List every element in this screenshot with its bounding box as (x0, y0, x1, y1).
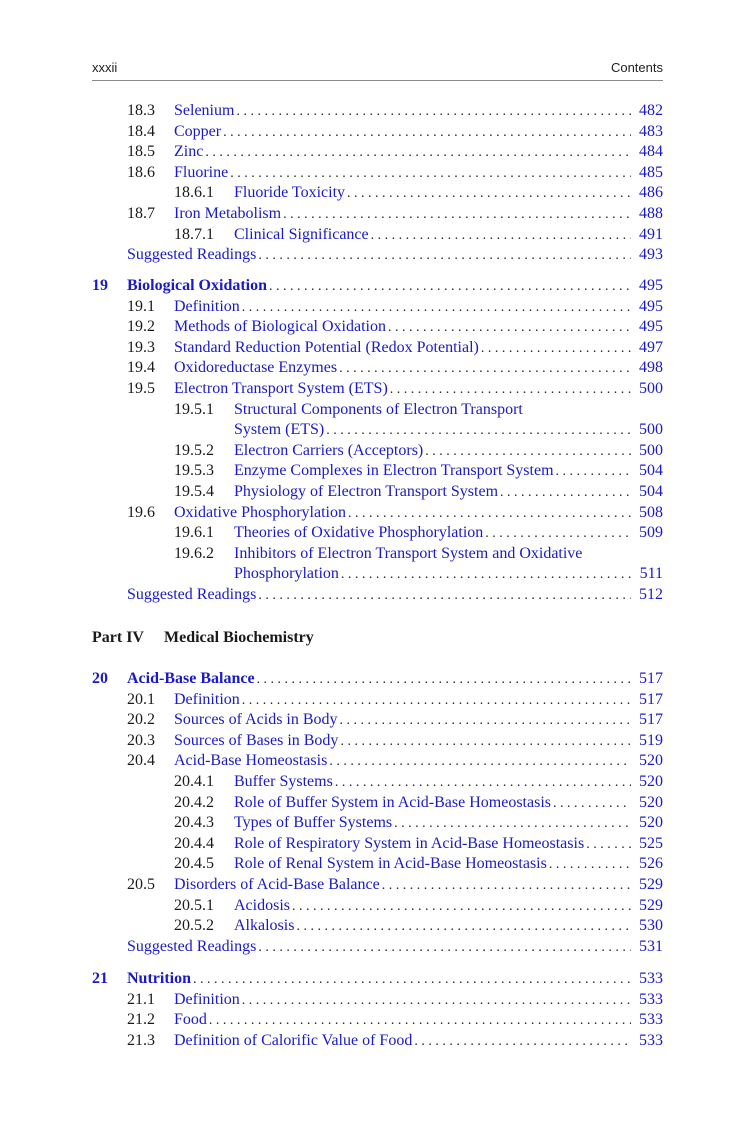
toc-entry[interactable] (174, 296, 663, 317)
entry-page-number[interactable]: 531 (639, 937, 663, 955)
section-number: 21.2 (127, 1011, 155, 1029)
entry-page-number[interactable]: 520 (639, 752, 663, 770)
entry-title[interactable]: Zinc (174, 143, 204, 161)
entry-title[interactable]: Oxidative Phosphorylation (174, 503, 346, 521)
dot-leader (335, 772, 631, 793)
chapter-number: 19 (92, 277, 108, 294)
entry-title[interactable]: Definition (174, 690, 240, 708)
section-number: 18.7.1 (174, 225, 214, 243)
section-number: 19.5.3 (174, 462, 214, 480)
entry-title[interactable]: Disorders of Acid-Base Balance (174, 876, 380, 893)
section-number: 20.5.1 (174, 896, 214, 914)
toc-entry[interactable] (174, 141, 663, 162)
entry-title[interactable]: Standard Reduction Potential (Redox Potential) (174, 338, 479, 356)
toc-entry[interactable] (127, 936, 663, 957)
entry-title[interactable]: Theories of Oxidative Phosphorylation (234, 524, 484, 542)
entry-page-number[interactable]: 533 (639, 1011, 663, 1029)
entry-title-first-line[interactable]: Structural Components of Electron Transport (234, 400, 523, 418)
entry-title[interactable]: Iron Metabolism (174, 205, 282, 222)
toc-entry[interactable] (174, 989, 663, 1010)
entry-title[interactable]: Fluoride Toxicity (234, 184, 346, 202)
dot-leader (283, 204, 631, 225)
entry-title[interactable]: Suggested Readings (127, 586, 257, 603)
toc-entry[interactable] (234, 419, 663, 440)
toc-entry[interactable] (174, 378, 663, 399)
entry-page-number[interactable]: 533 (639, 1031, 663, 1049)
toc-entry[interactable] (174, 100, 663, 121)
dot-leader (388, 317, 631, 338)
entry-page-number[interactable]: 529 (639, 896, 663, 914)
section-number: 19.1 (127, 297, 155, 315)
entry-title[interactable]: Oxidoreductase Enzymes (174, 359, 338, 377)
dot-leader (425, 441, 631, 462)
entry-page-number[interactable]: 500 (639, 380, 663, 397)
dot-leader (230, 163, 631, 184)
dot-leader (236, 101, 631, 122)
part-title: Medical Biochemistry (164, 629, 314, 646)
entry-title[interactable]: Food (174, 1011, 207, 1029)
dot-leader (292, 896, 631, 917)
entry-page-number[interactable]: 530 (639, 917, 663, 935)
toc-entry[interactable] (174, 357, 663, 378)
part-label: Part IV (92, 629, 144, 646)
section-number: 21.3 (127, 1031, 155, 1049)
dot-leader (242, 297, 631, 318)
entry-title[interactable]: Acidosis (234, 896, 290, 914)
dot-leader (485, 523, 631, 544)
section-number: 20.5 (127, 876, 155, 893)
entry-page-number[interactable]: 504 (639, 462, 663, 480)
dot-leader (242, 990, 631, 1011)
section-number: 18.6 (127, 163, 155, 181)
section-number: 18.5 (127, 143, 155, 161)
entry-page-number[interactable]: 520 (639, 773, 663, 790)
entry-title[interactable]: Biological Oxidation (127, 277, 268, 294)
dot-leader (209, 1010, 631, 1031)
toc-entry[interactable] (127, 584, 663, 605)
section-number: 20.3 (127, 731, 155, 749)
entry-page-number[interactable]: 520 (639, 793, 663, 811)
entry-page-number[interactable]: 498 (639, 359, 663, 377)
section-number: 18.7 (127, 205, 155, 222)
section-number: 19.6.1 (174, 524, 214, 542)
toc-entry[interactable] (234, 563, 663, 584)
dot-leader (382, 875, 631, 896)
entry-title[interactable]: Suggested Readings (127, 937, 257, 955)
entry-title[interactable]: Enzyme Complexes in Electron Transport System (234, 462, 554, 480)
dot-leader (340, 731, 631, 752)
entry-title[interactable]: Role of Renal System in Acid-Base Homeostasis (234, 855, 547, 873)
entry-title[interactable]: Sources of Bases in Body (174, 731, 339, 749)
toc-entry[interactable] (234, 853, 663, 874)
entry-title[interactable]: System (ETS) (234, 421, 325, 439)
chapter-entry[interactable] (127, 968, 663, 989)
dot-leader (348, 503, 631, 524)
dot-leader (347, 183, 631, 204)
entry-title[interactable]: Definition of Calorific Value of Food (174, 1031, 413, 1049)
toc-entry[interactable] (174, 750, 663, 771)
section-number: 20.2 (127, 711, 155, 729)
dot-leader (341, 564, 631, 585)
entry-title[interactable]: Suggested Readings (127, 246, 257, 264)
toc-entry[interactable] (174, 730, 663, 751)
dot-leader (223, 122, 631, 143)
entry-title[interactable]: Role of Buffer System in Acid-Base Homeostasis (234, 793, 551, 811)
section-number: 20.4.2 (174, 793, 214, 811)
section-number: 19.6.2 (174, 544, 214, 562)
entry-title[interactable]: Copper (174, 122, 222, 140)
section-number: 20.4 (127, 752, 155, 770)
toc-entry[interactable] (174, 337, 663, 358)
dot-leader (258, 245, 631, 266)
toc-entry[interactable] (174, 162, 663, 183)
dot-leader (500, 482, 631, 503)
dot-leader (258, 585, 631, 606)
entry-page-number[interactable]: 526 (639, 855, 663, 873)
entry-page-number[interactable]: 519 (639, 731, 663, 749)
entry-title-first-line[interactable]: Inhibitors of Electron Transport System and Oxidative (234, 544, 583, 562)
entry-page-number[interactable]: 517 (639, 690, 663, 708)
toc-entry[interactable] (174, 709, 663, 730)
entry-page-number[interactable]: 483 (639, 122, 663, 140)
dot-leader (329, 751, 631, 772)
section-number: 18.6.1 (174, 184, 214, 202)
entry-title[interactable]: Role of Respiratory System in Acid-Base Homeostasis (234, 834, 585, 852)
chapter-number: 20 (92, 670, 108, 687)
dot-leader (205, 142, 631, 163)
entry-page-number[interactable]: 509 (639, 524, 663, 542)
section-number: 20.4.4 (174, 834, 214, 852)
toc-entry[interactable] (174, 874, 663, 895)
entry-page-number[interactable]: 495 (639, 318, 663, 336)
toc-entry[interactable] (174, 1009, 663, 1030)
section-number: 19.5.4 (174, 483, 214, 500)
toc-entry[interactable] (174, 203, 663, 224)
dot-leader (296, 916, 631, 937)
entry-page-number[interactable]: 529 (639, 876, 663, 893)
dot-leader (390, 379, 631, 400)
section-number: 19.3 (127, 338, 155, 356)
toc-entry[interactable] (234, 224, 663, 245)
entry-page-number[interactable]: 495 (639, 277, 663, 294)
page-number: xxxii (92, 60, 118, 75)
entry-title[interactable]: Clinical Significance (234, 225, 369, 243)
toc-entry[interactable] (234, 812, 663, 833)
entry-page-number[interactable]: 500 (639, 441, 663, 459)
section-number: 19.5 (127, 380, 155, 397)
entry-page-number[interactable]: 486 (639, 184, 663, 202)
entry-page-number[interactable]: 520 (639, 814, 663, 832)
section-number: 20.5.2 (174, 917, 214, 935)
dot-leader (481, 338, 631, 359)
toc-entry[interactable] (174, 689, 663, 710)
section-number: 19.5.1 (174, 400, 214, 418)
dot-leader (326, 420, 631, 441)
entry-page-number[interactable]: 511 (639, 565, 663, 583)
dot-leader (553, 793, 631, 814)
entry-page-number[interactable]: 533 (639, 970, 663, 987)
entry-page-number[interactable]: 517 (639, 670, 663, 687)
entry-title[interactable]: Methods of Biological Oxidation (174, 318, 386, 336)
chapter-entry[interactable] (127, 275, 663, 296)
section-number: 19.4 (127, 359, 155, 377)
toc-entry[interactable] (234, 771, 663, 792)
dot-leader (269, 276, 631, 297)
section-number: 18.3 (127, 102, 155, 119)
section-number: 20.4.5 (174, 855, 214, 873)
dot-leader (258, 937, 631, 958)
entry-title[interactable]: Acid-Base Balance (127, 670, 255, 687)
dot-leader (556, 461, 631, 482)
section-number: 18.4 (127, 122, 155, 140)
toc-entry[interactable] (234, 522, 663, 543)
entry-title[interactable]: Electron Transport System (ETS) (174, 380, 388, 397)
entry-title[interactable]: Nutrition (127, 970, 191, 987)
dot-leader (549, 854, 631, 875)
dot-leader (340, 710, 631, 731)
part-heading (92, 627, 314, 648)
dot-leader (371, 225, 631, 246)
entry-page-number[interactable]: 504 (639, 483, 663, 500)
entry-page-number[interactable]: 517 (639, 711, 663, 729)
toc-entry[interactable] (234, 895, 663, 916)
dot-leader (394, 813, 631, 834)
dot-leader (586, 834, 631, 855)
toc-entry[interactable] (174, 316, 663, 337)
entry-title[interactable]: Definition (174, 297, 240, 315)
entry-page-number[interactable]: 484 (639, 143, 663, 161)
dot-leader (242, 690, 631, 711)
section-number: 20.4.3 (174, 814, 214, 832)
section-number: 20.4.1 (174, 773, 214, 790)
toc-entry[interactable] (234, 182, 663, 203)
toc-entry[interactable] (127, 244, 663, 265)
toc-entry[interactable] (234, 460, 663, 481)
chapter-number: 21 (92, 970, 108, 987)
entry-page-number[interactable]: 497 (639, 338, 663, 356)
section-number: 21.1 (127, 990, 155, 1008)
toc-entry[interactable] (234, 833, 663, 854)
entry-page-number[interactable]: 491 (639, 225, 663, 243)
entry-page-number[interactable]: 485 (639, 163, 663, 181)
toc-entry[interactable] (174, 121, 663, 142)
entry-page-number[interactable]: 495 (639, 297, 663, 315)
entry-page-number[interactable]: 488 (639, 205, 663, 222)
entry-title[interactable]: Electron Carriers (Acceptors) (234, 441, 424, 459)
dot-leader (257, 669, 631, 690)
entry-page-number[interactable]: 493 (639, 246, 663, 264)
toc-entry[interactable] (174, 502, 663, 523)
entry-page-number[interactable]: 533 (639, 990, 663, 1008)
entry-title[interactable]: Fluorine (174, 163, 229, 181)
dot-leader (339, 358, 631, 379)
running-head-title: Contents (610, 60, 663, 75)
toc-entry[interactable] (174, 1030, 663, 1051)
entry-title[interactable]: Definition (174, 990, 240, 1008)
toc-entry[interactable] (234, 481, 663, 502)
section-number: 19.5.2 (174, 441, 214, 459)
entry-title[interactable]: Buffer Systems (234, 773, 333, 790)
entry-title[interactable]: Phosphorylation (234, 565, 339, 583)
entry-title[interactable]: Selenium (174, 102, 235, 119)
entry-title[interactable]: Types of Buffer Systems (234, 814, 393, 832)
entry-title[interactable]: Sources of Acids in Body (174, 711, 338, 729)
dot-leader (193, 969, 631, 990)
entry-page-number[interactable]: 512 (639, 586, 663, 603)
toc-entry[interactable] (234, 915, 663, 936)
entry-page-number[interactable]: 525 (639, 834, 663, 852)
entry-page-number[interactable]: 482 (639, 102, 663, 119)
section-number: 19.2 (127, 318, 155, 336)
toc-entry[interactable] (234, 792, 663, 813)
dot-leader (414, 1031, 631, 1052)
entry-title[interactable]: Physiology of Electron Transport System (234, 483, 499, 500)
section-number: 20.1 (127, 690, 155, 708)
entry-page-number[interactable]: 500 (639, 421, 663, 439)
entry-title[interactable]: Alkalosis (234, 917, 295, 935)
toc-entry[interactable] (234, 440, 663, 461)
entry-page-number[interactable]: 508 (639, 503, 663, 521)
entry-title[interactable]: Acid-Base Homeostasis (174, 752, 328, 770)
chapter-entry[interactable] (127, 668, 663, 689)
section-number: 19.6 (127, 503, 155, 521)
